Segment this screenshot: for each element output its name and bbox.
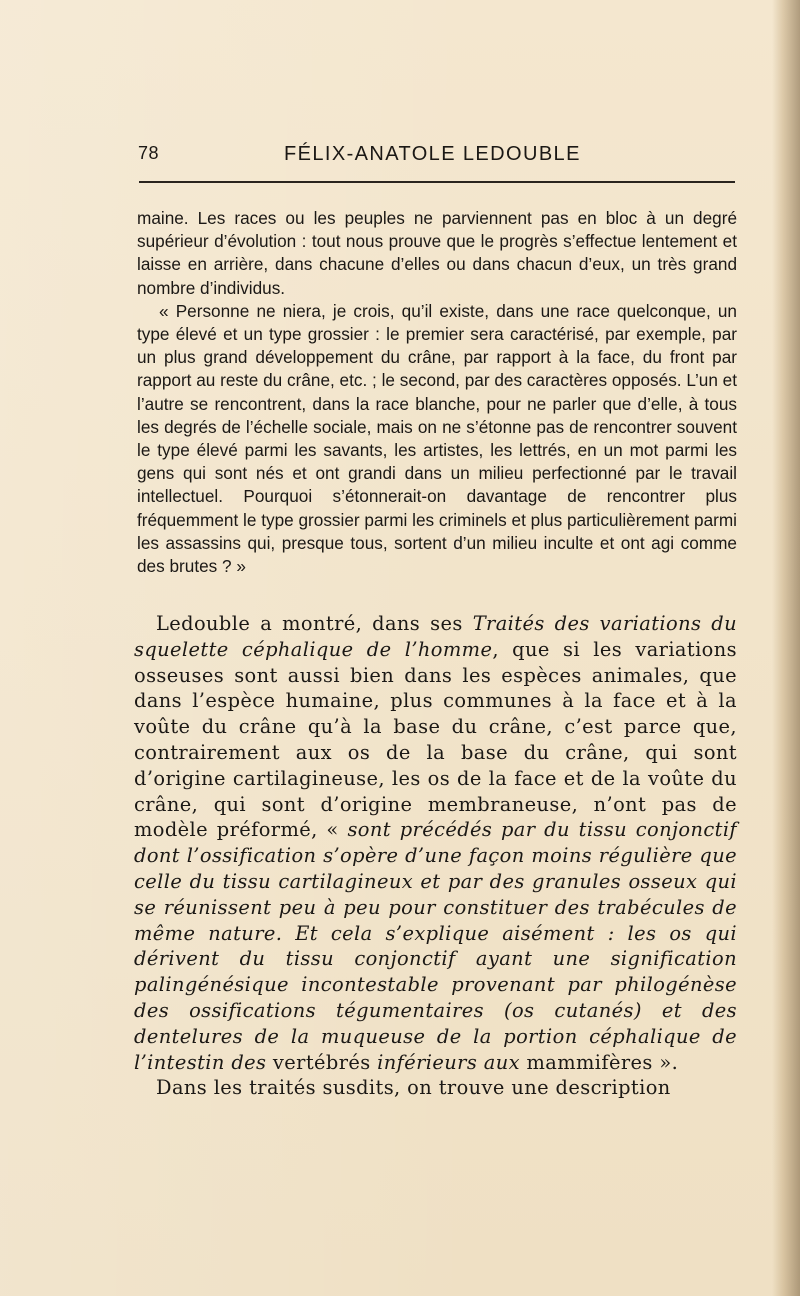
- italic-quotation: sont précédés par du tissu conjonctif dont l’ossification s’opère d’une façon moins régulière que celle du tissu cartilagineux et par des granules osseux qui se réunissent peu à peu pour constituer des trabécules de même nature. Et cela s’explique aisément : les os qui dérivent du tissu conjonctif ayant une signification palingénésique incontestable provenant par philogénèse des ossifications tégumentaires (os cutanés) et des dentelures de la muqueuse de la portion céphalique de l’intestin des: [134, 818, 737, 1074]
- main-paragraph-2: Dans les traités susdits, on trouve une description: [156, 1076, 671, 1100]
- main-text-segment-4: mammifères ».: [519, 1050, 679, 1074]
- quoted-paragraph-2: « Personne ne niera, je crois, qu’il existe, dans une race quelconque, un type élevé et un type grossier : le premier sera caractérisé, par exemple, par un plus grand développement du crâne, par rapport à la face, du front par rapport au reste du crâne, etc. ; le second, par des caractères opposés. L’un et l’autre se rencontrent, dans la race blanche, pour ne parler que d’elle, à tous les degrés de l’échelle sociale, mais on ne s’étonne pas de rencontrer souvent le type élevé parmi les savants, les artistes, les lettrés, en un mot parmi les gens qui sont nés et ont grandi dans un milieu perfectionné par le travail intellectuel. Pourquoi s’étonnerait-on davantage de rencontrer plus fréquemment le type grossier parmi les criminels et plus particulièrement parmi les assassins qui, presque tous, sortent d’un milieu inculte et ont agi comme des brutes ? »: [137, 300, 738, 577]
- page-edge-shadow: [772, 0, 800, 1296]
- main-text-segment-2: , que si les variations osseuses sont aussi bien dans les espèces animales, que dans l’espèce humaine, plus communes à la face et à la voûte du crâne qu’à la base du crâne, c’est parce que, contrairement aux os de la base du crâne, qui sont d’origine cartilagineuse, les os de la face et de la voûte du crâne, qui sont d’origine membraneuse, n’ont pas de modèle préformé, «: [134, 637, 737, 842]
- running-head: [138, 143, 736, 169]
- running-title: FÉLIX-ANATOLE LEDOUBLE: [284, 143, 581, 165]
- main-text: [134, 611, 737, 1101]
- quoted-passage: [137, 207, 737, 578]
- header-rule: [139, 181, 735, 183]
- italic-inferieurs-aux: inférieurs aux: [377, 1050, 520, 1074]
- quoted-paragraph-1: maine. Les races ou les peuples ne parviennent pas en bloc à un degré supérieur d’évolution : tout nous prouve que le progrès s’effectue lentement et laisse en arrière, dans chacune d’elles ou dans chacun d’eux, un très grand nombre d’individus.: [137, 208, 737, 298]
- main-text-segment-1: Ledouble a montré, dans ses: [156, 612, 473, 635]
- page-number: 78: [138, 143, 160, 163]
- main-text-segment-3: vertébrés: [266, 1050, 378, 1074]
- book-title-italic: Traités des variations du squelette céphalique de l’homme: [134, 612, 737, 661]
- main-paragraph-1: [134, 611, 737, 1075]
